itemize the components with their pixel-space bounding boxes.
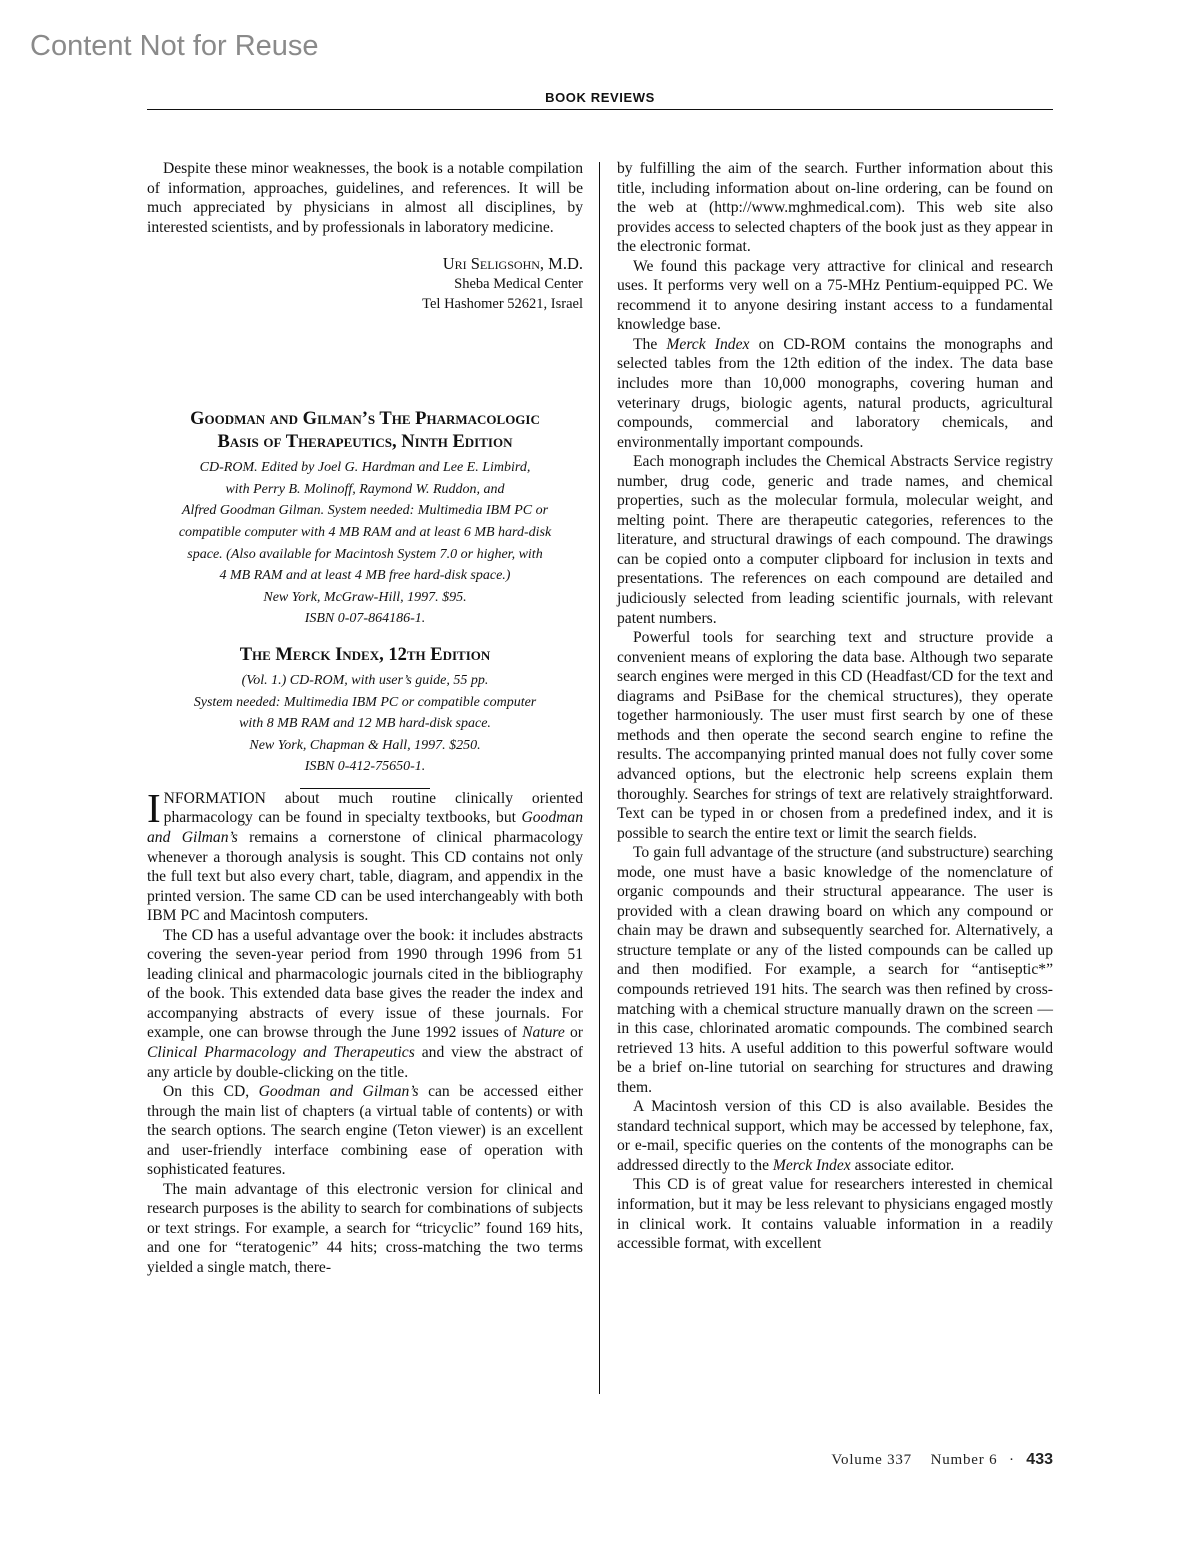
- review-paragraph: On this CD, Goodman and Gilman’s can be accessed either through the main list of chapters (a virtual table of contents) or with the search options. The search engine (Teton viewer) is an excellent and user-friendly interface combining ease of operation with sophisticated features.: [147, 1083, 583, 1179]
- header-rule: [147, 109, 1053, 110]
- review-paragraph: by fulfilling the aim of the search. Further information about this title, including information about on-line ordering, can be found on the web at (http://www.mghmedical.com). This web site also provides access to selected chapters of the book just as they appear in the electronic format.: [617, 160, 1053, 256]
- page-footer: [831, 1451, 1053, 1469]
- biblio-line: with 8 MB RAM and 12 MB hard-disk space.: [239, 716, 491, 732]
- column-divider: [599, 162, 600, 1394]
- page-number: 433: [1026, 1451, 1053, 1468]
- biblio-line: ISBN 0-07-864186-1.: [304, 611, 426, 627]
- journal-issue-number: Number 6: [930, 1452, 998, 1468]
- watermark: Content Not for Reuse: [30, 30, 319, 62]
- biblio-line: System needed: Multimedia IBM PC or compatible computer: [193, 694, 537, 710]
- footer-separator: ·: [1008, 1452, 1015, 1468]
- review-paragraph: The Merck Index on CD-ROM contains the monographs and selected tables from the 12th edition of the index. The data base includes more than 10,000 monographs, covering human and veterinary drugs, biologic agents, natural products, agricultural compounds, commercial and laboratory chemicals, and environmentally important compounds.: [617, 335, 1053, 451]
- review-paragraph: A Macintosh version of this CD is also available. Besides the standard technical support, which may be accessed by telephone, fax, or e-mail, specific queries on the contents of the monographs can be addressed directly to the Merck Index associate editor.: [617, 1098, 1053, 1174]
- biblio-line: Alfred Goodman Gilman. System needed: Multimedia IBM PC or: [181, 503, 549, 519]
- review-paragraph: Each monograph includes the Chemical Abstracts Service registry number, drug code, generic and trade names, and chemical properties, such as the molecular formula, molecular weight, and melting point. There are therapeutic categories, references to the literature, and structural drawings of each compound. The drawings can be copied onto a computer clipboard for inclusion in texts and presentations. The references on each compound are detailed and judiciously selected from leading scientific journals, with relevant patent numbers.: [617, 453, 1053, 627]
- biblio-line: CD-ROM. Edited by Joel G. Hardman and Lee E. Limbird,: [199, 460, 531, 476]
- reviewer-affiliation-2: Tel Hashomer 52621, Israel: [422, 295, 583, 312]
- biblio-line: space. (Also available for Macintosh System 7.0 or higher, with: [187, 546, 543, 562]
- left-column: [147, 159, 583, 1278]
- reviewer-name: Uri Seligsohn, M.D.: [442, 254, 583, 274]
- biblio-line: New York, McGraw-Hill, 1997. $95.: [263, 589, 467, 605]
- book-title-line-2: Basis of Therapeutics, Ninth Edition: [217, 432, 513, 453]
- biblio-line: (Vol. 1.) CD-ROM, with user’s guide, 55 pp.: [241, 672, 489, 688]
- biblio-line: 4 MB RAM and at least 4 MB free hard-disk space.): [219, 568, 511, 584]
- biblio-line: New York, Chapman & Hall, 1997. $250.: [249, 737, 481, 753]
- biblio-line: compatible computer with 4 MB RAM and at least 6 MB hard-disk: [178, 524, 552, 540]
- second-book-title: The Merck Index, 12th Edition: [239, 644, 491, 665]
- book-title-line-1: Goodman and Gilman’s The Pharmacologic: [190, 409, 540, 430]
- running-head: BOOK REVIEWS: [545, 90, 655, 105]
- review-paragraph: INFORMATION about much routine clinically oriented pharmacology can be found in specialty textbooks, but Goodman and Gilman’s remains a cornerstone of clinical pharmacology whenever a thorough analysis is sought. This CD contains not only the full text but also every chart, table, diagram, and appendix in the printed version. The same CD can be used interchangeably with both IBM PC and Macintosh computers.: [147, 784, 583, 925]
- drop-cap: I: [147, 784, 161, 831]
- review-paragraph: The CD has a useful advantage over the book: it includes abstracts covering the seven-year period from 1990 through 1996 from 51 leading clinical and pharmacologic journals cited in the bibliography of the book. This extended data base gives the reader the index and accompanying abstracts of every issue of these journals. For example, one can browse through the June 1992 issues of Nature or Clinical Pharmacology and Therapeutics and view the abstract of any article by double-clicking on the title.: [147, 926, 583, 1081]
- biblio-line: ISBN 0-412-75650-1.: [304, 759, 426, 775]
- reviewer-affiliation-1: Sheba Medical Center: [454, 276, 583, 293]
- review-paragraph: The main advantage of this electronic version for clinical and research purposes is the ability to search for combinations of subjects or text strings. For example, a search for “tricyclic” found 169 hits, and one for “teratogenic” 44 hits; cross-matching the two terms yielded a single match, there-: [147, 1180, 583, 1277]
- book-bibliographic-info: [147, 457, 583, 630]
- review-paragraph: Powerful tools for searching text and structure provide a convenient means of exploring the data base. Although two separate search engines were merged in this CD (Headfast/CD for the text and diagrams and PsiBase for the chemical structures), they operate together harmoniously. The user must first search by one of these methods and then operate the second search engine to refine the results. The accompanying printed manual does not fully cover some advanced options, but the electronic help screens explain them thoroughly. Searches for strings of text are relatively straightforward. Text can be typed in or chosen from a predefined index, and it is possible to search the entire text or limit the search fields.: [617, 629, 1053, 842]
- review-paragraph: We found this package very attractive for clinical and research uses. It performs very well on a 75-MHz Pentium-equipped PC. We recommend it to anyone desiring instant access to a fundamental knowledge base.: [617, 257, 1053, 334]
- journal-volume: Volume 337: [831, 1452, 912, 1468]
- reviewer-signature: [147, 253, 583, 314]
- right-column: [617, 159, 1053, 1254]
- previous-review-paragraph: Despite these minor weaknesses, the book is a notable compilation of information, approaches, guidelines, and references. It will be much appreciated by physicians in almost all disciplines, by interested scientists, and by professionals in laboratory medicine.: [147, 160, 583, 236]
- review-heading: [147, 408, 583, 789]
- biblio-line: with Perry B. Molinoff, Raymond W. Ruddon, and: [225, 481, 505, 497]
- second-book-bibliographic-info: [147, 670, 583, 778]
- review-paragraph: To gain full advantage of the structure (and substructure) searching mode, one must have a basic knowledge of the nomenclature of organic compounds and their structural appearance. The user is provided with a clean drawing board on which any compound or chain may be drawn and subsequently searched for. Alternatively, a structure template or any of the listed compounds can be called up and then modified. For example, a search for “antiseptic*” compounds retrieved 191 hits. The search was then refined by cross-matching with a chemical structure manually drawn on the screen — in this case, chlorinated aromatic compounds. The combined search retrieved 13 hits. A useful addition to this powerful software would be a brief on-line tutorial on searching for structures and drawing them.: [617, 844, 1053, 1096]
- review-paragraph: This CD is of great value for researchers interested in chemical information, but it may be less relevant to physicians engaged mostly in clinical work. It contains valuable information in a readily accessible format, with excellent: [617, 1176, 1053, 1253]
